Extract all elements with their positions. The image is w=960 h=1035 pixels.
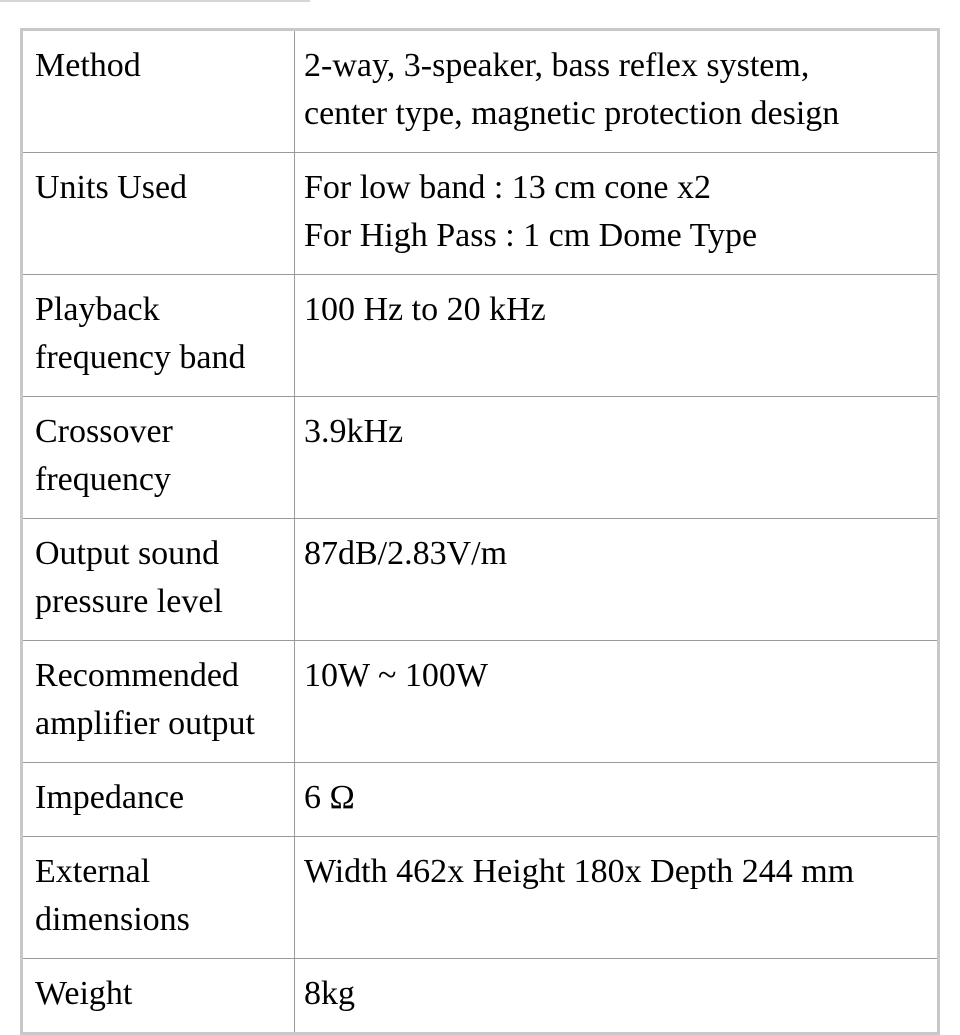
spec-label: External dimensions [22,837,295,959]
spec-value: For low band : 13 cm cone x2 For High Pass : 1 cm Dome Type [295,153,939,275]
spec-label: Recommended amplifier output [22,641,295,763]
spec-row-weight [22,959,939,1034]
spec-value: 8kg [295,959,939,1034]
spec-value: 87dB/2.83V/m [295,519,939,641]
spec-row-output-sound-pressure-level [22,519,939,641]
spec-label: Output sound pressure level [22,519,295,641]
spec-label: Playback frequency band [22,275,295,397]
top-divider [0,0,310,2]
spec-label: Units Used [22,153,295,275]
spec-value: 2-way, 3-speaker, bass reflex system, center type, magnetic protection design [295,30,939,153]
spec-row-external-dimensions [22,837,939,959]
spec-value: 3.9kHz [295,397,939,519]
spec-row-method [22,30,939,153]
spec-value: 6 Ω [295,763,939,837]
spec-row-recommended-amplifier-output [22,641,939,763]
spec-label: Weight [22,959,295,1034]
spec-table [20,28,940,1035]
spec-value: 10W ~ 100W [295,641,939,763]
spec-label: Method [22,30,295,153]
spec-row-impedance [22,763,939,837]
spec-value: Width 462x Height 180x Depth 244 mm [295,837,939,959]
spec-row-crossover-frequency [22,397,939,519]
spec-row-units-used [22,153,939,275]
spec-label: Crossover frequency [22,397,295,519]
spec-row-playback-frequency-band [22,275,939,397]
spec-label: Impedance [22,763,295,837]
spec-value: 100 Hz to 20 kHz [295,275,939,397]
